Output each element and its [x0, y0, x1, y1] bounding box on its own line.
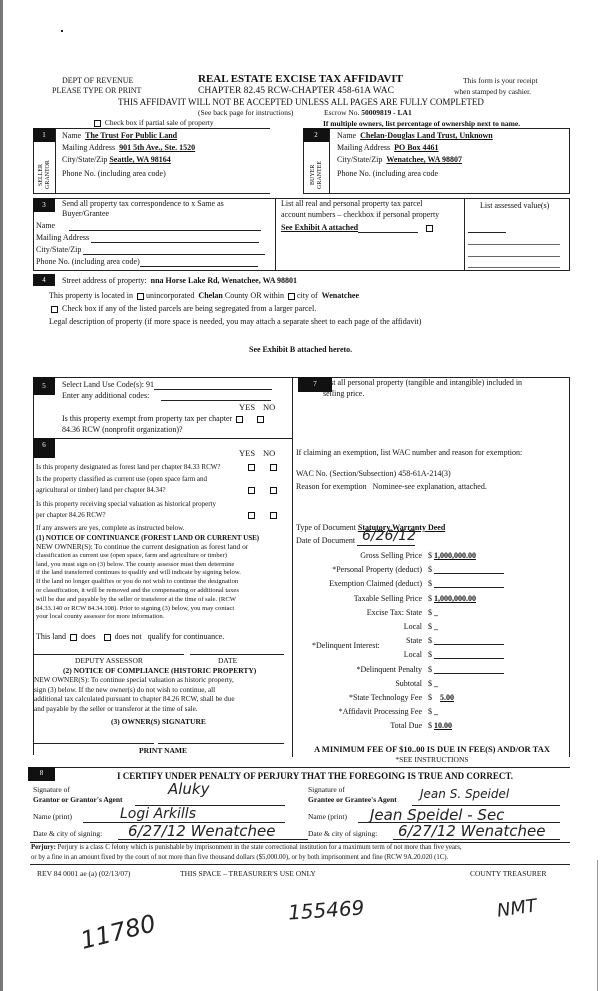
perjury-top-border	[30, 842, 570, 843]
buyer-address-row	[337, 143, 439, 153]
assessed-value-field-1[interactable]	[468, 232, 506, 233]
fee-value[interactable]: 1,000,000.00	[434, 594, 476, 603]
handwritten-note-11780: 11780	[77, 909, 159, 955]
s6-yes-header: YES	[239, 448, 256, 458]
unincorporated-label: unincorporated	[145, 291, 195, 300]
notice-continuance-line: land, you must sign on (3) below. The county assessor must then determine	[36, 560, 235, 568]
city-checkbox[interactable]	[288, 293, 295, 300]
section-6-number: 6	[33, 438, 55, 458]
section-8-number: 8	[28, 767, 55, 781]
corr-name-row	[36, 221, 261, 231]
partial-sale-label: Check box if partial sale of property	[104, 118, 214, 127]
personal-property-2: selling price.	[323, 389, 365, 398]
land-use-code[interactable]: Select Land Use Code(s): 91	[62, 380, 154, 389]
grantor-name-handwritten[interactable]: Logi Arkills	[120, 806, 196, 822]
parcel-instruction-1: List all real and personal property tax parcel	[281, 199, 423, 208]
form-title: REAL ESTATE EXCISE TAX AFFIDAVIT	[198, 73, 403, 85]
notice-compliance-line: NEW OWNER(S): To continue special valuation as historic property,	[34, 676, 234, 684]
fee-label: State	[406, 636, 422, 645]
fee-value[interactable]: _	[434, 679, 438, 688]
doc-type-label: Type of Document	[296, 523, 356, 532]
does-not-checkbox[interactable]	[104, 634, 111, 641]
seller-city-value[interactable]: Seattle, WA 98164	[109, 155, 171, 164]
notice-continuance-line: classification as current use (open space, farm and agriculture or timber)	[36, 551, 227, 559]
completion-warning: THIS AFFIDAVIT WILL NOT BE ACCEPTED UNLESS ALL PAGES ARE FULLY COMPLETED	[118, 97, 484, 107]
receipt-note-1: This form is your receipt	[463, 76, 538, 85]
perjury-text-1: Perjury is a class C felony which is punishable by imprisonment in the state correctional institution for a maximum term of not more than five years,	[57, 844, 462, 851]
s6-no-header: NO	[263, 448, 276, 458]
section-5-number: 5	[33, 377, 55, 395]
fee-value[interactable]	[434, 665, 504, 674]
s5-yes-header: YES	[239, 402, 256, 412]
seller-phone-label: Phone No. (including area code)	[62, 169, 166, 178]
forest-no-checkbox[interactable]	[270, 464, 277, 471]
additional-codes-row	[62, 391, 271, 401]
buyer-grantee-label: BUYER GRANTEE	[310, 161, 323, 189]
parcel-instruction-2: account numbers – checkbox if personal property	[281, 210, 440, 219]
fee-label: *State Technology Fee	[348, 693, 422, 702]
buyer-name-label: Name	[337, 131, 357, 140]
street-address-label: Street address of property:	[62, 276, 147, 285]
fee-currency: $	[428, 707, 432, 716]
notice-compliance-body	[34, 676, 235, 714]
segregated-checkbox[interactable]	[51, 306, 58, 313]
forest-yes-checkbox[interactable]	[248, 464, 255, 471]
scan-edge-right	[597, 860, 598, 991]
exemption-claim-label: If claiming an exemption, list WAC number and reason for exemption:	[296, 448, 523, 457]
notice-compliance-line: additional tax calculated pursuant to chapter 84.26 RCW, shall be due	[34, 695, 235, 703]
corr-name-field[interactable]	[69, 230, 261, 231]
section-4-number: 4	[33, 274, 55, 286]
assessed-value-field-4[interactable]	[468, 267, 560, 268]
parcel-line	[358, 232, 418, 233]
notice-continuance-line: your local county assessor for more information.	[36, 613, 165, 621]
seller-address-value[interactable]: 901 5th Ave., Ste. 1520	[119, 143, 196, 152]
escrow-value: 50009819 - LA1	[361, 108, 412, 117]
section-7-number: 7	[298, 377, 332, 392]
buyer-city-value[interactable]: Wenatchee, WA 98807	[386, 155, 462, 164]
fee-value[interactable]: _	[434, 707, 438, 716]
exhibit-b-note: See Exhibit B attached hereto.	[249, 345, 353, 354]
buyer-address-label: Mailing Address	[337, 143, 391, 152]
wac-label: WAC No. (Section/Subsection)	[296, 469, 397, 478]
assessed-value-field-2[interactable]	[468, 244, 560, 245]
fee-currency: $	[428, 650, 432, 659]
grantor-date-handwritten[interactable]: 6/27/12 Wenatchee	[128, 822, 276, 840]
if-yes-note: If any answers are yes, complete as instructed below.	[36, 524, 185, 532]
unincorporated-checkbox[interactable]	[137, 293, 144, 300]
fee-value[interactable]	[434, 650, 504, 659]
fee-label: Exemption Claimed (deduct)	[329, 579, 422, 588]
deputy-assessor-line[interactable]	[34, 654, 184, 655]
fee-label: *Affidavit Processing Fee	[338, 707, 422, 716]
fee-currency: $	[428, 721, 432, 730]
right-border	[569, 377, 570, 757]
reason-value[interactable]: Nominee-see explanation, attached.	[372, 482, 487, 491]
grantee-agent-label: Grantee or Grantee's Agent	[308, 795, 397, 804]
corr-phone-label: Phone No. (including area code)	[36, 257, 140, 266]
fee-currency: $	[428, 636, 432, 645]
grantee-name-label: Name (print)	[308, 812, 347, 821]
perjury-bottom-border	[30, 864, 570, 865]
does-checkbox[interactable]	[70, 634, 77, 641]
fee-currency: $	[428, 693, 432, 702]
county-value: Chelan	[198, 291, 223, 300]
legal-description-label: Legal description of property (if more space is needed, you may attach a separate sheet to each page of the affidavit)	[49, 317, 422, 326]
notice-continuance-body	[36, 543, 248, 622]
land-use-row	[62, 380, 272, 390]
personal-property-1: List all personal property (tangible and intangible) included in	[323, 378, 523, 387]
send-correspondence-2: Buyer/Grantee	[62, 209, 110, 218]
perjury-text-2: or by a fine in an amount fixed by the court of not more than five thousand dollars ($5,000.00), or by both imprisonment and fine (RCW 9A.20.020 (1C).	[31, 854, 449, 861]
minimum-fee-note: A MINIMUM FEE OF $10..00 IS DUE IN FEE(S) AND/OR TAX	[314, 744, 550, 754]
form-revision: REV 84 0001 ae (a) (02/13/07)	[37, 869, 131, 878]
notice-continuance-line: NEW OWNER(S): To continue the current designation as forest land or	[36, 542, 249, 551]
fee-label: *Personal Property (deduct)	[332, 565, 422, 574]
fee-value[interactable]: 1,000,000.00	[434, 551, 476, 560]
fee-value[interactable]: 10.00	[434, 721, 452, 730]
doc-date-handwritten[interactable]: 6/26/12	[362, 528, 416, 544]
buyer-phone-label: Phone No. (including area code	[337, 169, 439, 178]
seller-name-row	[62, 131, 177, 141]
current-use-no-checkbox[interactable]	[270, 487, 277, 494]
send-correspondence-1: Send all property tax correspondence to x Same as	[62, 199, 224, 208]
doc-date-label: Date of Document	[296, 536, 356, 545]
dept-of-revenue: DEPT OF REVENUE	[62, 76, 134, 85]
buyer-name-value[interactable]: Chelan-Douglas Land Trust, Unknown	[360, 131, 493, 140]
type-or-print: PLEASE TYPE OR PRINT	[52, 86, 142, 95]
fee-value[interactable]	[434, 636, 504, 645]
date-label: DATE	[218, 656, 238, 665]
speck	[61, 30, 63, 32]
grantee-name-handwritten[interactable]: Jean Speidel - Sec	[370, 806, 505, 824]
historic-yes-checkbox[interactable]	[248, 512, 255, 519]
handwritten-note-nmt: NMT	[495, 895, 539, 922]
escrow-label: Escrow No.	[324, 108, 360, 117]
divider	[464, 198, 465, 271]
grantor-signature-of: Signature of	[33, 785, 70, 794]
receipt-note-2: when stamped by cashier.	[454, 87, 532, 96]
corr-phone-field[interactable]	[140, 266, 258, 267]
escrow-number	[324, 108, 412, 117]
s5-no-header: NO	[263, 402, 276, 412]
date-line[interactable]	[190, 654, 284, 655]
notice-continuance-line: or classification, it will be removed and the compensating or additional taxes	[36, 586, 239, 594]
notice-continuance-title: (1) NOTICE OF CONTINUANCE (FOREST LAND OR CURRENT USE)	[36, 534, 260, 542]
fee-currency: $	[428, 594, 432, 603]
fee-label: Local	[403, 650, 422, 659]
qualify-label: qualify for continuance.	[147, 632, 225, 641]
qualify-row	[36, 632, 224, 642]
street-address-value[interactable]: nna Horse Lake Rd, Wenatchee, WA 98801	[150, 276, 298, 285]
segregated-row	[49, 304, 316, 314]
does-not-label: does not	[114, 632, 142, 641]
reason-row	[296, 482, 487, 492]
fee-label: *Delinquent Penalty	[356, 665, 422, 674]
perjury-line-1	[31, 844, 462, 852]
grantor-name-label: Name (print)	[33, 812, 72, 821]
fee-value[interactable]	[434, 565, 504, 574]
partial-sale-checkbox[interactable]	[94, 120, 101, 127]
seller-name-label: Name	[62, 131, 82, 140]
corr-address-row	[36, 233, 259, 243]
buyer-name-row	[337, 131, 493, 141]
historic-question-2: per chapter 84.26 RCW?	[36, 511, 106, 519]
does-label: does	[81, 632, 96, 641]
divider	[329, 128, 330, 194]
exempt-question-row	[62, 414, 266, 424]
fee-currency: $	[428, 622, 432, 631]
current-use-question-2: agricultural or timber) land per chapter 84.34?	[36, 486, 166, 494]
section-8-top-border	[33, 767, 570, 768]
seller-address-label: Mailing Address	[62, 143, 116, 152]
partial-sale-row	[92, 118, 214, 127]
county-treasurer-label: COUNTY TREASURER	[470, 869, 547, 878]
wac-row	[296, 469, 451, 479]
scan-edge	[0, 0, 3, 991]
grantee-signature[interactable]: Jean S. Speidel	[420, 787, 510, 801]
grantor-signature[interactable]: Aluky	[168, 780, 210, 798]
corr-city-label: City/State/Zip	[36, 245, 82, 254]
seller-name-value[interactable]: The Trust For Public Land	[85, 131, 178, 140]
county-or-within: County OR within	[224, 291, 284, 300]
fee-label: Total Due	[390, 721, 422, 730]
handwritten-note-155469: 155469	[287, 895, 366, 925]
located-text: This property is located in	[49, 291, 133, 300]
form-chapter: CHAPTER 82.45 RCW-CHAPTER 458-61A WAC	[198, 86, 394, 96]
instructions-note: (See back page for instructions)	[198, 108, 294, 117]
land-use-line	[154, 389, 272, 390]
fee-label: Subtotal	[395, 679, 422, 688]
fee-label: Excise Tax: State	[366, 608, 422, 617]
fee-value[interactable]	[434, 579, 504, 588]
current-use-yes-checkbox[interactable]	[248, 487, 255, 494]
multiple-owners-note: If multiple owners, list percentage of ownership next to name.	[323, 119, 521, 128]
assessed-values-label: List assessed value(s)	[480, 201, 550, 210]
fee-currency: $	[428, 579, 432, 588]
grantee-signature-of: Signature of	[308, 785, 345, 794]
seller-address-row	[62, 143, 195, 153]
corr-phone-row	[36, 257, 258, 267]
fee-value[interactable]: _	[434, 608, 438, 617]
fee-currency: $	[428, 551, 432, 560]
fee-currency: $	[428, 565, 432, 574]
fee-currency: $	[428, 608, 432, 617]
fee-label: Gross Selling Price	[360, 551, 422, 560]
section-3-number: 3	[33, 198, 55, 212]
city-of-label: city of	[297, 291, 318, 300]
section-6-top-border	[33, 438, 292, 439]
grantee-date-handwritten[interactable]: 6/27/12 Wenatchee	[398, 822, 546, 840]
fee-label: Local	[403, 622, 422, 631]
fee-value[interactable]: 5.00	[440, 693, 454, 702]
street-address-row	[62, 276, 297, 286]
city-value: Wenatchee	[321, 291, 359, 300]
grantee-date-label: Date & city of signing:	[308, 829, 378, 838]
owner-signature-label: (3) OWNER(S) SIGNATURE	[111, 717, 206, 726]
historic-question-1: Is this property receiving special valuation as historical property	[36, 500, 217, 508]
owner-signature-line-2[interactable]	[158, 743, 284, 744]
certify-statement: I CERTIFY UNDER PENALTY OF PERJURY THAT THE FOREGOING IS TRUE AND CORRECT.	[117, 771, 514, 781]
treasurer-use-only: THIS SPACE – TREASURER'S USE ONLY	[180, 869, 316, 878]
seller-city-label: City/State/Zip	[62, 155, 108, 164]
notice-compliance-line: sign (3) below. If the new owner(s) do not wish to continue, all	[34, 685, 216, 694]
fee-label: Taxable Selling Price	[353, 594, 422, 603]
section-2-number: 2	[303, 128, 329, 142]
notice-continuance-line: If the land no longer qualifies or you do not wish to continue the designation	[36, 578, 239, 586]
divider	[275, 198, 276, 271]
additional-codes-field[interactable]	[161, 400, 271, 401]
section-1-number: 1	[33, 128, 55, 142]
historic-no-checkbox[interactable]	[270, 512, 277, 519]
additional-codes-label: Enter any additional codes:	[62, 391, 150, 400]
buyer-city-label: City/State/Zip	[337, 155, 383, 164]
doc-type-value[interactable]: Statutory Warranty Deed	[357, 523, 446, 532]
buyer-address-value[interactable]: PO Box 4461	[394, 143, 439, 152]
seller-grantor-label: SELLER GRANTOR	[38, 160, 51, 190]
corr-address-field[interactable]	[91, 242, 259, 243]
exempt-question-1: Is this property exempt from property tax per chapter	[62, 414, 233, 423]
deputy-assessor-label: DEPUTY ASSESSOR	[75, 656, 143, 665]
fee-currency: $	[428, 679, 432, 688]
reason-label: Reason for exemption	[296, 482, 367, 491]
grantor-date-label: Date & city of signing:	[33, 829, 103, 838]
personal-property-checkbox[interactable]	[426, 225, 433, 232]
owner-signature-line-1[interactable]	[34, 743, 154, 744]
notice-compliance-title: (2) NOTICE OF COMPLIANCE (HISTORIC PROPERTY)	[63, 666, 257, 675]
parcel-value[interactable]: See Exhibit A attached	[281, 223, 359, 232]
corr-city-row	[36, 245, 265, 255]
notice-continuance-line: 84.33.140 or RCW 84.34.108). Prior to signing (3) below, you may contact	[36, 604, 235, 612]
parcel-row	[281, 223, 435, 233]
perjury-label: Perjury:	[31, 844, 56, 851]
segregated-label: Check box if any of the listed parcels are being segregated from a larger parcel.	[62, 304, 317, 313]
fee-currency: $	[428, 665, 432, 674]
current-use-question-1: Is the property classified as current use (open space farm and	[36, 475, 208, 483]
corr-address-label: Mailing Address	[36, 233, 90, 242]
forest-land-question: Is this property designated as forest land per chapter 84.33 RCW?	[36, 463, 221, 471]
delinquent-interest-label: *Delinquent Interest:	[312, 641, 380, 650]
notice-compliance-line: and payable by the seller or transferor at the time of sale.	[34, 704, 198, 713]
corr-city-field[interactable]	[83, 254, 265, 255]
wac-value[interactable]: 458-61A-214(3)	[398, 469, 451, 478]
buyer-city-row	[337, 155, 462, 165]
seller-city-row	[62, 155, 171, 165]
exempt-no-checkbox[interactable]	[257, 416, 264, 423]
notice-continuance-line: will be due and payable by the seller or transferor at the time of sale. (RCW	[36, 595, 236, 603]
location-row	[49, 291, 359, 301]
divider	[55, 128, 56, 194]
corr-name-label: Name	[36, 221, 56, 230]
see-instructions-note: *SEE INSTRUCTIONS	[395, 755, 469, 764]
grantor-agent-label: Grantor or Grantor's Agent	[33, 795, 123, 804]
fee-value[interactable]: _	[434, 622, 438, 631]
exempt-yes-checkbox[interactable]	[236, 416, 243, 423]
this-land-label: This land	[36, 632, 66, 641]
exempt-question-2: 84.36 RCW (nonprofit organization)?	[62, 425, 183, 434]
assessed-value-field-3[interactable]	[468, 256, 560, 257]
print-name-label: PRINT NAME	[139, 746, 187, 755]
notice-continuance-line: if the land transferred continues to qualify and will indicate by signing below.	[36, 569, 241, 577]
